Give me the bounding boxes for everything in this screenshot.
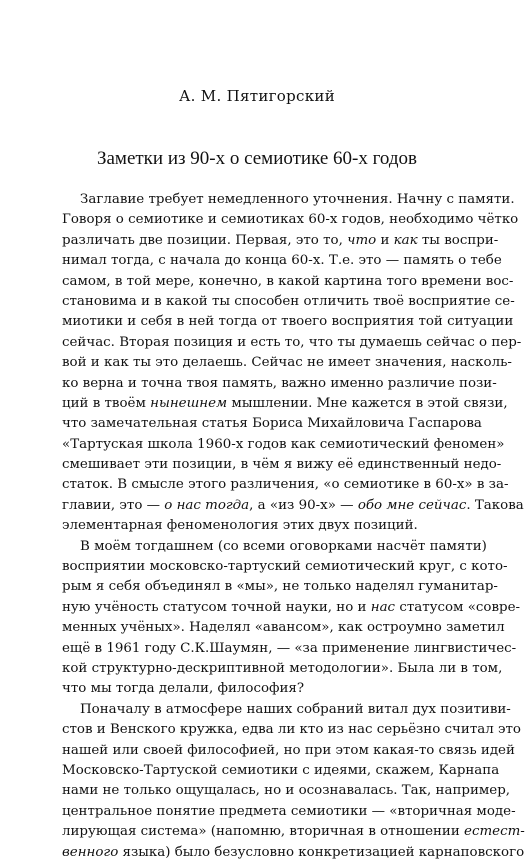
italic-text: венного [62,844,119,860]
text-line [62,190,515,210]
text-run: и [376,232,394,248]
text-line [62,292,515,312]
text-run: самом, в той мере, конечно, в какой картина того времени вос- [62,273,514,289]
text-run: Московско-Тартуской семиотики с идеями, скажем, Карнапа [62,762,500,778]
text-line [62,272,514,292]
text-line [62,577,498,597]
text-run: элементарная феноменология этих двух позиций. [62,518,418,534]
text-run: нами не только ощущалась, но и осознавалась. Так, например, [62,783,511,799]
italic-text: как [393,232,418,248]
text-line [62,414,482,434]
text-line [62,312,514,332]
text-run: ещё в 1961 году С.К.Шаумян, — «за применение лингвистичес- [62,640,517,656]
text-line [62,639,517,659]
text-line [62,741,515,761]
text-run: статусом «совре- [395,599,521,615]
text-line [62,557,508,577]
text-line [62,435,505,455]
text-run: что мы тогда делали, философия? [62,681,305,697]
text-run: ко верна и точна твоя память, важно именно различие пози- [62,375,497,391]
text-line [62,659,503,679]
text-run: ную учёность статусом точной науки, но и [62,599,371,615]
italic-text: нас [370,599,396,615]
author-name: А. М. Пятигорский [179,87,335,105]
article-title: Заметки из 90-х о семиотике 60-х годов [96,148,418,169]
text-line [62,537,487,557]
text-run: менных учёных». Наделял «авансом», как остроумно заметил [62,620,505,636]
text-run: центральное понятие предмета семиотики — «вторичная моде- [62,803,516,819]
text-run: нимал тогда, с начала до конца 60-х. Т.е. это — память о тебе [62,253,502,269]
text-line [62,679,476,699]
text-run: «Тартуская школа 1960-х годов как семиотический феномен» [62,436,505,452]
text-run: рым я себя объединял в «мы», не только наделял гуманитар- [62,579,498,595]
text-run: восприятии московско-тартуский семиотический круг, с кото- [62,559,508,575]
text-run: стов и Венского кружка, едва ли кто из нас серьёзно считал это [62,722,521,738]
text-run: ций в твоём [62,395,151,411]
text-line [62,353,512,373]
text-run: вой и как ты это делаешь. Сейчас не имеет значения, насколь- [62,355,512,371]
text-run: . Такова [466,497,524,513]
text-line [62,231,499,251]
text-run: смешивает эти позиции, в чём я вижу её единственный недо- [62,457,502,473]
text-run: ты воспри- [417,232,499,248]
text-line [62,700,511,720]
italic-text: что [347,232,377,248]
text-run: нашей или своей философией, но при этом какая-то связь идей [62,742,515,758]
text-run: языка) было безусловно конкретизацией карнаповского [118,844,525,860]
text-line [62,516,476,536]
italic-text: обо мне сейчас [357,497,467,513]
italic-text: естест- [464,824,525,840]
text-line [62,475,509,495]
text-run: лирующая система» (напомню, вторичная в отношении [62,824,465,840]
text-line [62,781,511,801]
text-run: мышлении. Мне кажется в этой связи, [227,395,508,411]
text-run: различать две позиции. Первая, это то, [62,232,348,248]
text-line [62,333,522,353]
article-body [62,190,525,863]
text-line [62,843,525,863]
text-line [62,455,502,475]
text-line [62,720,521,740]
text-line [62,496,524,516]
text-run: миотики и себя в ней тогда от твоего восприятия той ситуации [62,314,514,330]
text-run: что замечательная статья Бориса Михайловича Гаспарова [62,416,482,432]
text-run: , а «из 90-х» — [249,497,358,513]
text-line [62,761,500,781]
italic-text: о нас тогда [164,497,250,513]
text-line [62,598,521,618]
text-run: Поначалу в атмосфере наших собраний витал дух позитиви- [80,701,511,717]
text-run: сейчас. Вторая позиция и есть то, что ты думаешь сейчас о пер- [62,334,522,350]
text-line [62,802,516,822]
text-line [62,394,508,414]
italic-text: нынешнем [150,395,228,411]
text-line [62,618,505,638]
text-run: главии, это — [62,497,165,513]
text-run: В моём тогдашнем (со всеми оговорками насчёт памяти) [80,538,487,554]
text-run: Заглавие требует немедленного уточнения. Начну с памяти. [80,192,515,207]
text-line [62,374,497,394]
text-line [62,210,519,230]
text-run: статок. В смысле этого различения, «о семиотике в 60-х» в за- [62,477,509,493]
text-run: становима и в какой ты способен отличить твоё восприятие се- [62,293,515,309]
text-run: Говоря о семиотике и семиотиках 60-х годов, необходимо чётко [62,212,519,228]
text-run: кой структурно-дескриптивной методологии». Была ли в том, [62,660,503,676]
text-line [62,822,525,842]
text-line [62,251,502,271]
